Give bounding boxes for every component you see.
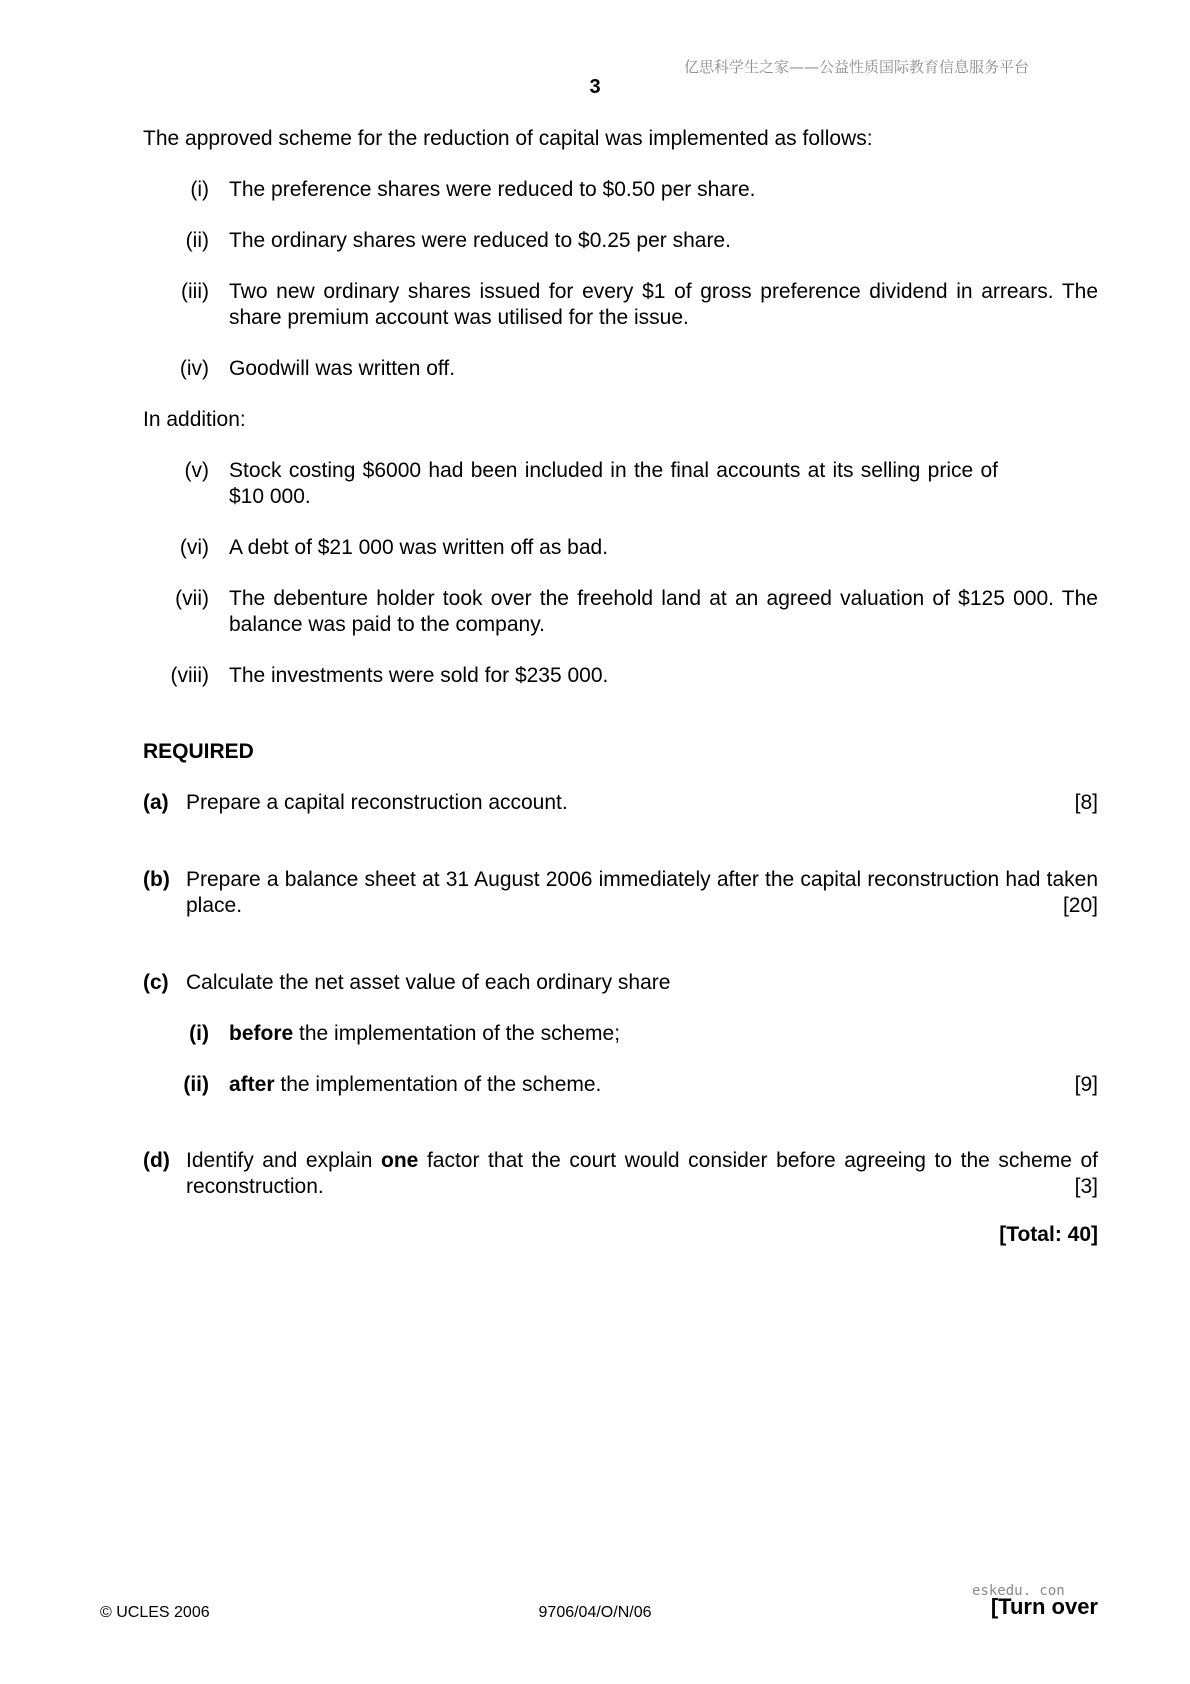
total-marks: [Total: 40] — [999, 1223, 1098, 1246]
sub-question-c-ii — [143, 1072, 1098, 1098]
question-d — [143, 1148, 1098, 1200]
item-number: (iv) — [179, 357, 209, 380]
item-text: The preference shares were reduced to $0.50 per share. — [229, 178, 756, 201]
item-number: (i) — [190, 178, 209, 201]
paper-code: 9706/04/O/N/06 — [538, 1604, 652, 1621]
list-item — [143, 279, 1098, 331]
list-item — [143, 586, 1098, 638]
question-label: (a) — [143, 791, 169, 814]
list-item — [143, 663, 1098, 689]
emphasis-word: before — [229, 1022, 294, 1045]
question-text: factor that the court would consider before agreeing to the scheme of reconstruction. — [186, 1149, 1099, 1198]
page-number: 3 — [589, 76, 601, 98]
list-item — [143, 356, 1098, 382]
turn-over: [Turn over — [990, 1594, 1098, 1619]
list-item — [143, 177, 1098, 203]
question-text: Identify and explain — [186, 1149, 382, 1172]
item-text: A debt of $21 000 was written off as bad. — [229, 536, 609, 559]
addition-label: In addition: — [143, 408, 246, 431]
required-heading: REQUIRED — [143, 740, 254, 763]
item-text: Two new ordinary shares issued for every $1 of gross preference dividend in arrears. The share premium account was utilised for the issue. — [229, 280, 1098, 329]
list-item — [143, 228, 1098, 254]
item-text: The investments were sold for $235 000. — [229, 664, 609, 687]
question-label: (d) — [143, 1149, 170, 1172]
list-item — [143, 458, 1098, 510]
copyright: © UCLES 2006 — [100, 1604, 210, 1621]
sub-question-number: (i) — [189, 1022, 209, 1045]
item-number: (vii) — [175, 587, 209, 610]
emphasis-word: after — [229, 1073, 275, 1096]
item-text: Stock costing $6000 had been included in the final accounts at its selling price of $10 000. — [229, 459, 998, 508]
site-watermark: eskedu. con — [972, 1583, 1065, 1599]
sub-question-text: the implementation of the scheme; — [293, 1022, 621, 1045]
sub-question-c-i — [143, 1021, 1098, 1047]
item-number: (iii) — [181, 280, 209, 303]
question-mark: [9] — [1074, 1073, 1098, 1096]
question-b — [143, 867, 1098, 919]
question-mark: [8] — [1074, 791, 1098, 814]
intro-paragraph: The approved scheme for the reduction of capital was implemented as follows: — [143, 127, 873, 150]
question-c — [143, 970, 1098, 996]
question-mark: [3] — [1074, 1175, 1098, 1198]
item-number: (ii) — [185, 229, 209, 252]
item-text: The ordinary shares were reduced to $0.25 per share. — [229, 229, 731, 252]
item-number: (vi) — [179, 536, 209, 559]
question-text: Prepare a capital reconstruction account. — [186, 791, 568, 814]
emphasis-word: one — [381, 1149, 419, 1172]
item-text: Goodwill was written off. — [229, 357, 456, 380]
question-label: (c) — [143, 971, 169, 994]
item-number: (v) — [184, 459, 209, 482]
question-text: Calculate the net asset value of each ordinary share — [186, 971, 671, 994]
sub-question-text: the implementation of the scheme. — [274, 1073, 602, 1096]
question-mark: [20] — [1062, 894, 1098, 917]
item-number: (viii) — [170, 664, 209, 687]
list-item — [143, 535, 1098, 561]
sub-question-number: (ii) — [183, 1073, 209, 1096]
question-a — [143, 790, 1098, 816]
watermark-text: 亿思科学生之家——公益性质国际教育信息服务平台 — [684, 58, 1030, 76]
question-label: (b) — [143, 868, 170, 891]
question-text: Prepare a balance sheet at 31 August 2006 immediately after the capital reconstruction had taken place. — [186, 868, 1098, 917]
item-text: The debenture holder took over the freehold land at an agreed valuation of $125 000. The balance was paid to the company. — [229, 587, 1098, 636]
